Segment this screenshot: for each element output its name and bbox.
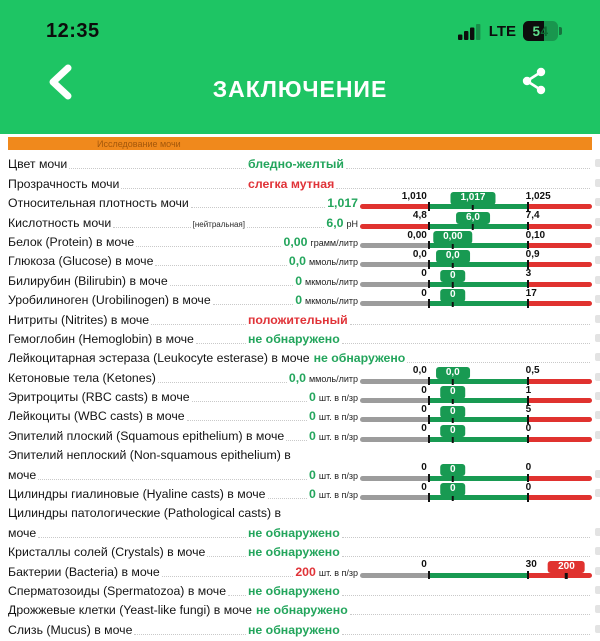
result-row — [0, 483, 600, 502]
title-bar — [0, 50, 600, 128]
reference-bar — [360, 269, 592, 288]
low-bound-label: 0,0 — [412, 365, 427, 377]
bar-normal-segment — [428, 573, 527, 578]
high-bound-tick — [527, 474, 529, 483]
parameter-value: 0 — [309, 390, 316, 405]
result-row — [0, 521, 600, 540]
bar-normal-segment — [428, 204, 527, 209]
bar-high-segment — [527, 301, 592, 306]
dotted-leader — [350, 614, 590, 615]
dotted-leader — [155, 265, 286, 266]
parameter-value: не обнаружено — [313, 351, 406, 366]
back-button[interactable] — [44, 60, 78, 104]
reference-bar — [360, 463, 592, 482]
low-bound-label: 0 — [421, 404, 427, 416]
result-row — [0, 328, 600, 347]
green-header-area — [0, 0, 600, 134]
high-bound-tick — [527, 299, 529, 308]
result-row — [0, 211, 600, 230]
value-group — [309, 409, 358, 424]
value-group — [326, 216, 358, 231]
value-tick — [452, 282, 455, 288]
parameter-value: 0,0 — [288, 370, 306, 385]
bar-normal-segment — [428, 476, 527, 481]
bar-left-segment — [360, 495, 428, 500]
parameter-value: положительный — [248, 312, 348, 327]
parameter-name: Прозрачность мочи — [8, 176, 120, 191]
dotted-leader — [336, 188, 590, 189]
value-group — [295, 293, 358, 308]
value-group — [289, 254, 358, 269]
clock: 12:35 — [46, 19, 100, 42]
bar-high-segment — [527, 495, 592, 500]
low-bound-label: 0 — [421, 559, 427, 571]
parameter-name: Лейкоцитарная эстераза (Leukocyte esterase) в моче — [8, 351, 310, 366]
dotted-leader — [213, 304, 294, 305]
value-group — [248, 526, 592, 541]
section-title: Исследование мочи — [97, 138, 181, 149]
parameter-value: не обнаружено — [248, 583, 340, 598]
result-row — [0, 289, 600, 308]
value-tick — [472, 224, 475, 230]
bar-normal-segment — [428, 437, 527, 442]
dotted-leader — [170, 285, 294, 286]
value-group — [295, 274, 358, 289]
value-tick — [452, 495, 455, 501]
battery-percent: 5 4 — [532, 23, 549, 39]
low-bound-label: 4,8 — [412, 210, 427, 222]
bar-normal-segment — [428, 495, 527, 500]
reference-bar — [360, 366, 592, 385]
dotted-leader — [187, 420, 307, 421]
result-row-label-line — [0, 444, 600, 463]
bar-left-segment — [360, 243, 428, 248]
value-group — [248, 177, 592, 192]
low-bound-tick — [428, 280, 430, 289]
parameter-name: моче — [8, 525, 37, 540]
parameter-value: не обнаружено — [248, 331, 340, 346]
parameter-name: Кристаллы солей (Crystals) в моче — [8, 545, 206, 560]
parameter-unit: ммоль/литр — [308, 373, 358, 384]
parameter-name: Эритроциты (RBC casts) в моче — [8, 390, 190, 405]
parameter-unit: шт. в п/зр — [318, 393, 358, 404]
high-bound-label: 7,4 — [525, 210, 540, 222]
bar-left-segment — [360, 301, 428, 306]
bar-left-segment — [360, 398, 428, 403]
parameter-name: Лейкоциты (WBC casts) в моче — [8, 409, 185, 424]
dotted-leader — [342, 634, 590, 635]
share-button[interactable] — [518, 64, 550, 98]
parameter-name: Кетоновые тела (Ketones) — [8, 370, 156, 385]
result-row — [0, 269, 600, 288]
high-bound-label: 1 — [525, 384, 532, 396]
dotted-leader — [151, 324, 246, 325]
bar-high-segment — [527, 476, 592, 481]
value-badge: 200 — [548, 561, 585, 574]
high-bound-label: 0 — [525, 462, 532, 474]
parameter-name: Уробилиноген (Urobilinogen) в моче — [8, 293, 211, 308]
high-bound-label: 30 — [525, 559, 537, 571]
value-group — [248, 157, 592, 172]
value-tick — [452, 417, 455, 423]
parameter-name: Дрожжевые клетки (Yeast-like fungi) в моче — [8, 603, 252, 618]
results-list — [0, 150, 600, 638]
bar-high-segment — [527, 204, 592, 209]
bar-normal-segment — [428, 417, 527, 422]
high-bound-label: 3 — [525, 268, 532, 280]
high-bound-label: 0,5 — [525, 365, 540, 377]
parameter-value: бледно-желтый — [248, 157, 344, 172]
value-group — [295, 565, 358, 580]
value-group — [248, 313, 592, 328]
low-bound-label: 0 — [421, 481, 427, 493]
bar-left-segment — [360, 204, 428, 209]
high-bound-tick — [527, 377, 529, 386]
parameter-value: не обнаружено — [248, 525, 340, 540]
parameter-value: 0 — [309, 487, 316, 502]
parameter-unit: шт. в п/зр — [318, 470, 358, 481]
value-group — [256, 603, 592, 618]
bar-normal-segment — [428, 379, 527, 384]
parameter-value: 0 — [309, 409, 316, 424]
result-row — [0, 192, 600, 211]
high-bound-label: 1,025 — [525, 190, 551, 202]
reference-bar — [360, 483, 592, 502]
value-badge: 6,0 — [456, 212, 490, 225]
dotted-leader — [342, 537, 590, 538]
parameter-unit: шт. в п/зр — [318, 567, 358, 578]
low-bound-tick — [428, 222, 430, 231]
low-bound-tick — [428, 435, 430, 444]
low-bound-tick — [428, 493, 430, 502]
dotted-leader — [192, 401, 307, 402]
low-bound-tick — [428, 299, 430, 308]
value-badge: 1,017 — [450, 192, 495, 205]
bar-normal-segment — [428, 243, 527, 248]
reference-bar — [360, 424, 592, 443]
parameter-unit: шт. в п/зр — [318, 490, 358, 501]
parameter-value: не обнаружено — [248, 545, 340, 560]
value-badge: 0 — [440, 464, 466, 477]
parameter-name: Билирубин (Bilirubin) в моче — [8, 273, 168, 288]
bar-normal-segment — [428, 262, 527, 267]
value-badge: 0,00 — [433, 231, 472, 244]
parameter-note: [нейтральная] — [192, 219, 245, 229]
value-badge: 0,0 — [436, 367, 470, 380]
bar-high-segment — [527, 243, 592, 248]
low-bound-label: 1,010 — [401, 190, 427, 202]
parameter-name: моче — [8, 467, 37, 482]
value-tick — [472, 204, 475, 210]
parameter-value: слегка мутная — [248, 176, 335, 191]
result-row — [0, 153, 600, 172]
result-row — [0, 386, 600, 405]
parameter-name: Нитриты (Nitrites) в моче — [8, 312, 150, 327]
dotted-leader — [350, 324, 590, 325]
bar-left-segment — [360, 379, 428, 384]
bar-left-segment — [360, 282, 428, 287]
reference-bar — [360, 211, 592, 230]
value-tick — [452, 301, 455, 307]
parameter-unit: ммоль/литр — [308, 257, 358, 268]
value-group — [248, 623, 592, 638]
value-group — [309, 390, 358, 405]
low-bound-label: 0,00 — [407, 229, 427, 241]
bar-left-segment — [360, 437, 428, 442]
dotted-leader — [407, 362, 590, 363]
bar-high-segment — [527, 224, 592, 229]
dotted-leader — [228, 595, 246, 596]
parameter-name: Гемоглобин (Hemoglobin) в моче — [8, 331, 194, 346]
bar-normal-segment — [428, 301, 527, 306]
high-bound-tick — [527, 435, 529, 444]
low-bound-tick — [428, 260, 430, 269]
parameter-name: Бактерии (Bacteria) в моче — [8, 564, 160, 579]
value-badge: 0 — [440, 425, 466, 438]
parameter-name: Глюкоза (Glucose) в моче — [8, 254, 154, 269]
bar-left-segment — [360, 417, 428, 422]
low-bound-label: 0 — [421, 384, 427, 396]
value-group — [289, 371, 358, 386]
bar-left-segment — [360, 573, 428, 578]
status-icons — [458, 21, 562, 41]
bar-normal-segment — [428, 282, 527, 287]
result-row — [0, 347, 600, 366]
parameter-name: Эпителий неплоский (Non-squamous epithelium) в — [8, 448, 291, 463]
high-bound-label: 0 — [525, 423, 532, 435]
parameter-name: Цвет мочи — [8, 157, 68, 172]
parameter-name: Слизь (Mucus) в моче — [8, 622, 133, 637]
value-badge: 0,0 — [436, 250, 470, 263]
result-row — [0, 463, 600, 482]
parameter-unit: шт. в п/зр — [318, 412, 358, 423]
high-bound-tick — [527, 222, 529, 231]
value-tick — [452, 476, 455, 482]
high-bound-label: 0,10 — [525, 229, 546, 241]
bar-left-segment — [360, 224, 428, 229]
parameter-unit: шт. в п/зр — [318, 431, 358, 442]
low-bound-label: 0 — [421, 268, 427, 280]
status-bar — [0, 0, 600, 50]
parameter-value: 0 — [309, 428, 316, 443]
reference-bar — [360, 192, 592, 211]
bar-left-segment — [360, 262, 428, 267]
result-row — [0, 618, 600, 637]
bar-high-segment — [527, 282, 592, 287]
parameter-value: 200 — [295, 564, 316, 579]
dotted-leader — [207, 556, 246, 557]
dotted-leader — [247, 227, 324, 228]
parameter-unit: мкмоль/литр — [305, 276, 358, 287]
dotted-leader — [69, 168, 246, 169]
value-tick — [565, 573, 568, 579]
dotted-leader — [191, 207, 325, 208]
parameter-value: 0 — [295, 273, 303, 288]
low-bound-tick — [428, 571, 430, 580]
dotted-leader — [268, 498, 308, 499]
high-bound-label: 0,9 — [525, 248, 540, 260]
parameter-unit: мкмоль/литр — [305, 296, 358, 307]
bar-high-segment — [527, 398, 592, 403]
value-group — [248, 584, 592, 599]
low-bound-tick — [428, 377, 430, 386]
value-tick — [452, 398, 455, 404]
low-bound-label: 0 — [421, 287, 427, 299]
high-bound-tick — [527, 493, 529, 502]
dotted-leader — [134, 634, 246, 635]
low-bound-tick — [428, 415, 430, 424]
bar-high-segment — [527, 417, 592, 422]
value-badge: 0 — [440, 406, 466, 419]
bar-high-segment — [527, 262, 592, 267]
parameter-name: Эпителий плоский (Squamous epithelium) в моче — [8, 428, 285, 443]
value-tick — [452, 262, 455, 268]
parameter-value: 0 — [295, 293, 303, 308]
result-row — [0, 405, 600, 424]
parameter-value: 0,00 — [283, 234, 308, 249]
low-bound-label: 0,0 — [412, 248, 427, 260]
value-group — [327, 196, 358, 211]
battery-icon — [523, 21, 562, 41]
result-row — [0, 366, 600, 385]
parameter-name: Цилиндры патологические (Pathological casts) в — [8, 506, 282, 521]
result-row — [0, 599, 600, 618]
parameter-unit: грамм/литр — [310, 237, 358, 248]
value-badge: 0 — [440, 483, 466, 496]
result-row — [0, 250, 600, 269]
parameter-name: Белок (Protein) в моче — [8, 234, 135, 249]
parameter-value: 0 — [309, 467, 316, 482]
dotted-leader — [158, 382, 287, 383]
low-bound-tick — [428, 202, 430, 211]
high-bound-label: 17 — [525, 287, 537, 299]
dotted-leader — [342, 595, 590, 596]
result-row-label-line — [0, 502, 600, 521]
reference-bar — [360, 231, 592, 250]
reference-bar — [360, 560, 592, 579]
value-group — [283, 235, 358, 250]
bar-normal-segment — [428, 398, 527, 403]
network-type-label: LTE — [488, 22, 516, 40]
low-bound-label: 0 — [421, 462, 427, 474]
reference-bar — [360, 250, 592, 269]
low-bound-tick — [428, 241, 430, 250]
value-tick — [452, 437, 455, 443]
result-row — [0, 580, 600, 599]
result-row — [0, 231, 600, 250]
result-row — [0, 560, 600, 579]
result-row — [0, 172, 600, 191]
dotted-leader — [196, 343, 246, 344]
section-header — [8, 137, 592, 150]
parameter-value: 0,0 — [288, 254, 306, 269]
result-row — [0, 308, 600, 327]
value-group — [309, 468, 358, 483]
dotted-leader — [38, 537, 246, 538]
parameter-name: Кислотность мочи — [8, 215, 112, 230]
parameter-name: Относительная плотность мочи — [8, 196, 189, 211]
value-tick — [452, 243, 455, 249]
high-bound-tick — [527, 571, 529, 580]
dotted-leader — [342, 343, 590, 344]
dotted-leader — [38, 479, 307, 480]
bar-left-segment — [360, 476, 428, 481]
result-row — [0, 424, 600, 443]
result-row — [0, 541, 600, 560]
value-group — [309, 429, 358, 444]
page-title: ЗАКЛЮЧЕНИЕ — [212, 75, 388, 102]
parameter-value: не обнаружено — [248, 622, 340, 637]
bar-high-segment — [527, 379, 592, 384]
signal-icon — [458, 23, 482, 40]
parameter-value: не обнаружено — [255, 603, 348, 618]
reference-bar — [360, 386, 592, 405]
low-bound-label: 0 — [421, 423, 427, 435]
high-bound-tick — [527, 280, 529, 289]
value-badge: 0 — [440, 386, 466, 399]
value-group — [309, 487, 358, 502]
value-badge: 0 — [440, 270, 466, 283]
value-badge: 0 — [440, 289, 466, 302]
value-tick — [452, 379, 455, 385]
value-group — [314, 351, 592, 366]
reference-bar — [360, 405, 592, 424]
bar-high-segment — [527, 437, 592, 442]
parameter-value: 6,0 — [326, 215, 344, 230]
low-bound-tick — [428, 474, 430, 483]
high-bound-label: 0 — [525, 481, 532, 493]
dotted-leader — [342, 556, 590, 557]
dotted-leader — [346, 168, 590, 169]
parameter-value: 1,017 — [327, 196, 358, 211]
low-bound-tick — [428, 396, 430, 405]
parameter-name: Цилиндры гиалиновые (Hyaline casts) в моче — [8, 487, 266, 502]
high-bound-label: 5 — [525, 404, 532, 416]
dotted-leader — [113, 227, 190, 228]
dotted-leader — [162, 576, 294, 577]
value-group — [248, 332, 592, 347]
dotted-leader — [286, 440, 307, 441]
dotted-leader — [121, 188, 246, 189]
bar-normal-segment — [428, 224, 527, 229]
reference-bar — [360, 289, 592, 308]
parameter-unit: pH — [346, 218, 358, 229]
parameter-name: Сперматозоиды (Spermatozoa) в моче — [8, 583, 227, 598]
dotted-leader — [136, 246, 281, 247]
value-group — [248, 545, 592, 560]
bar-high-segment — [527, 573, 592, 578]
